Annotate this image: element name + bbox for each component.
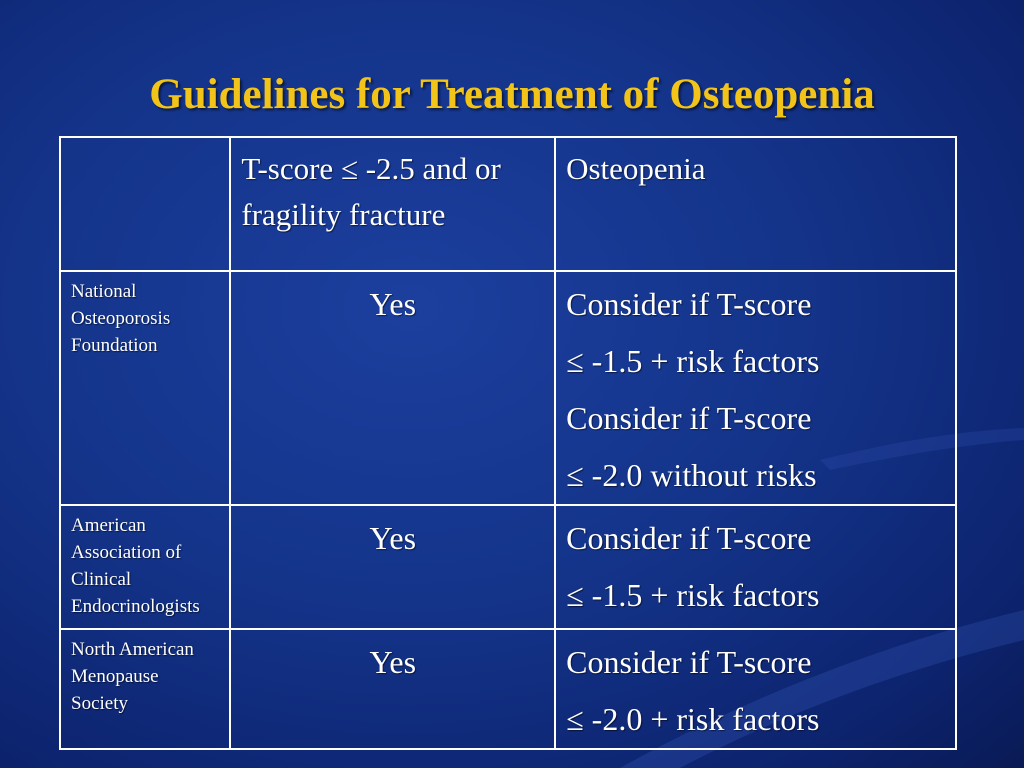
header-cell-tscore: T-score ≤ -2.5 and or fragility fracture (230, 137, 555, 271)
treat-cell: Yes (230, 271, 555, 505)
header-cell-osteopenia: Osteopenia (555, 137, 956, 271)
table-header-row (60, 137, 956, 271)
treat-cell: Yes (230, 505, 555, 629)
organization-cell: North American Menopause Society (60, 629, 230, 749)
table-row (60, 505, 956, 629)
recommendation-line: ≤ -2.0 + risk factors (566, 701, 820, 737)
table-row (60, 271, 956, 505)
osteopenia-cell (555, 505, 956, 629)
table-row (60, 629, 956, 749)
slide-title: Guidelines for Treatment of Osteopenia (149, 71, 875, 118)
recommendation-line: ≤ -1.5 + risk factors (566, 343, 820, 379)
recommendation-line: Consider if T-score (566, 400, 812, 436)
guidelines-table (59, 136, 957, 750)
organization-cell: National Osteoporosis Foundation (60, 271, 230, 505)
treat-cell: Yes (230, 629, 555, 749)
recommendation-line: Consider if T-score (566, 520, 812, 556)
recommendation-line: ≤ -2.0 without risks (566, 457, 817, 493)
osteopenia-cell (555, 271, 956, 505)
organization-cell: American Association of Clinical Endocrinologists (60, 505, 230, 629)
recommendation-line: Consider if T-score (566, 644, 812, 680)
recommendation-line: Consider if T-score (566, 286, 812, 322)
recommendation-line: ≤ -1.5 + risk factors (566, 577, 820, 613)
osteopenia-cell (555, 629, 956, 749)
header-cell-organization (60, 137, 230, 271)
